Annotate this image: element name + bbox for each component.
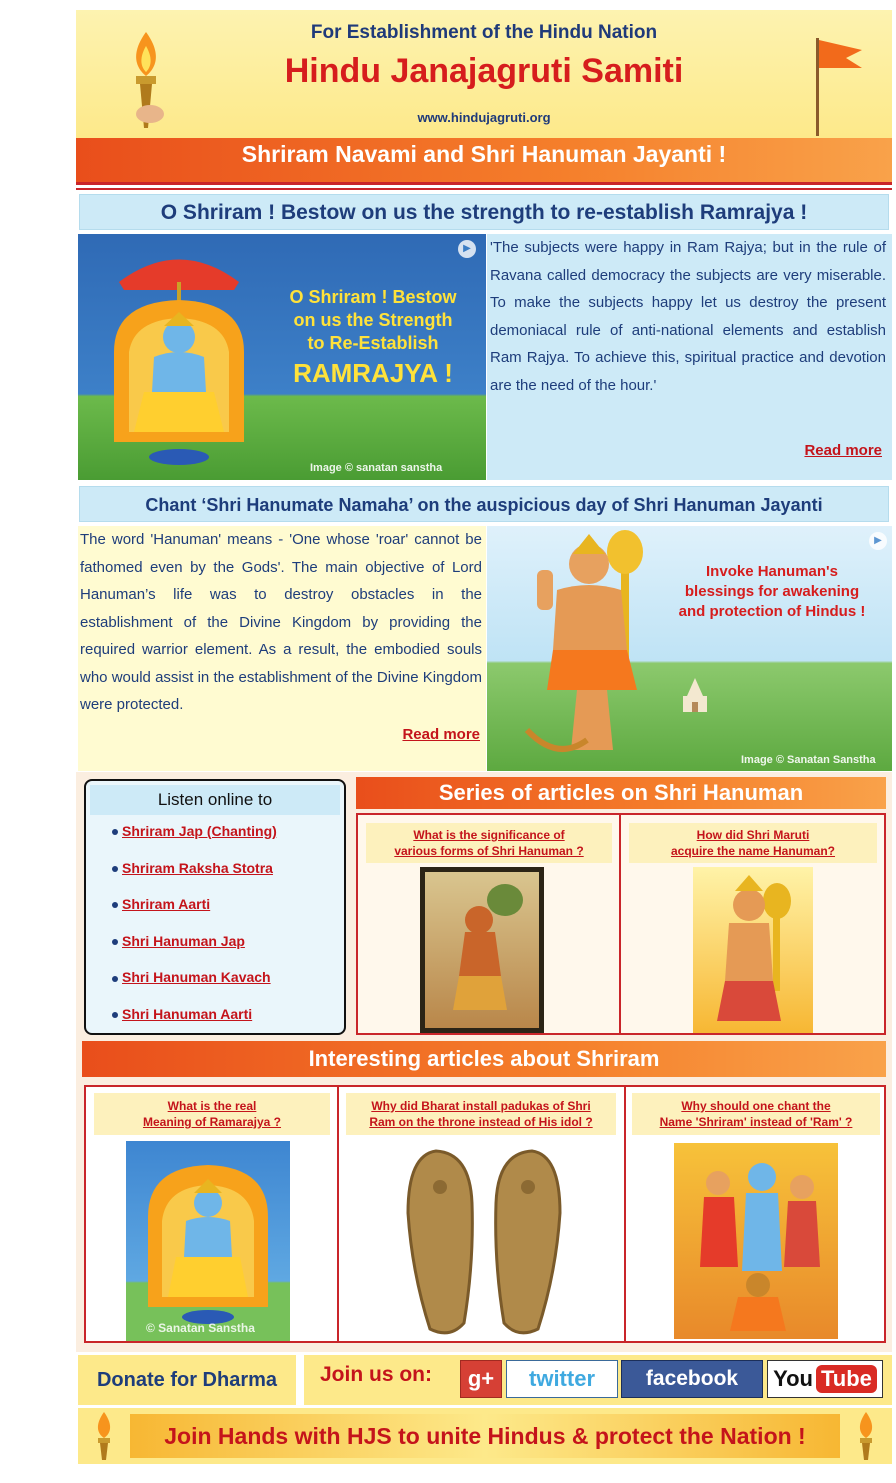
- article-card[interactable]: [92, 1091, 332, 1341]
- join-us-label: Join us on:: [320, 1363, 432, 1386]
- maruti-figure-icon: [703, 871, 803, 1029]
- list-item: [112, 1006, 277, 1043]
- hanuman-flying-icon: [435, 880, 529, 1020]
- interesting-heading: Interesting articles about Shriram: [82, 1041, 886, 1077]
- facebook-icon[interactable]: facebook: [621, 1360, 763, 1398]
- article-title[interactable]: [632, 1093, 880, 1135]
- image-caption-line: on us the Strength: [293, 310, 453, 330]
- googleplus-icon[interactable]: g+: [460, 1360, 502, 1398]
- page-title-banner: Shriram Navami and Shri Hanuman Jayanti !: [76, 138, 892, 182]
- listen-link[interactable]: Shri Hanuman Jap: [122, 932, 245, 949]
- listen-list: [112, 823, 277, 1043]
- play-icon[interactable]: ▶: [458, 240, 476, 258]
- shriram-image[interactable]: [78, 234, 486, 480]
- column-divider: [619, 815, 621, 1033]
- list-item: [112, 860, 277, 897]
- image-caption-line: Invoke Hanuman's: [706, 563, 838, 580]
- newsletter: [76, 10, 892, 1475]
- torch-icon: [82, 1410, 126, 1462]
- youtube-you-label: You: [773, 1366, 813, 1391]
- social-bar: [304, 1355, 892, 1405]
- divider: [76, 182, 892, 190]
- header-title: Hindu Janajagruti Samiti: [284, 52, 684, 90]
- join-hands-text[interactable]: Join Hands with HJS to unite Hindus & protect the Nation !: [130, 1414, 840, 1458]
- bullet-icon: [112, 976, 118, 982]
- image-caption-line: to Re-Establish: [307, 333, 439, 353]
- section2-heading: Chant ‘Shri Hanumate Namaha’ on the auspicious day of Shri Hanuman Jayanti: [79, 486, 889, 522]
- header-tagline: For Establishment of the Hindu Nation: [310, 22, 658, 43]
- image-credit: Image © sanatan sanstha: [310, 462, 443, 474]
- list-item: [112, 933, 277, 970]
- bullet-icon: [112, 902, 118, 908]
- listen-link[interactable]: Shri Hanuman Aarti: [122, 1005, 253, 1022]
- bullet-icon: [112, 866, 118, 872]
- image-credit: Image © Sanatan Sanstha: [741, 754, 876, 766]
- article-title-line[interactable]: Why should one chant the: [681, 1099, 831, 1113]
- shriram-figure-icon: [136, 1147, 280, 1331]
- article-title-line[interactable]: Ram on the throne instead of His idol ?: [369, 1115, 593, 1129]
- image-caption-line: and protection of Hindus !: [678, 603, 866, 620]
- article-title-line[interactable]: Name 'Shriram' instead of 'Ram' ?: [659, 1115, 853, 1129]
- header: [76, 10, 892, 138]
- article-title[interactable]: [366, 823, 612, 863]
- listen-link[interactable]: Shri Hanuman Kavach: [122, 969, 271, 986]
- padukas-image[interactable]: [390, 1143, 578, 1341]
- temple-icon: [675, 676, 715, 716]
- torch-icon: [844, 1410, 888, 1462]
- maruti-image[interactable]: [693, 867, 813, 1033]
- ram-darbar-image[interactable]: [674, 1143, 838, 1339]
- padukas-icon: [390, 1143, 578, 1341]
- listen-link[interactable]: Shriram Raksha Stotra: [122, 859, 273, 876]
- section2-text-panel: [78, 526, 486, 771]
- article-card[interactable]: [362, 817, 616, 1033]
- join-hands-banner: [78, 1408, 892, 1464]
- interesting-articles-box: [84, 1085, 886, 1343]
- listen-link[interactable]: Shriram Aarti: [122, 896, 211, 913]
- article-title[interactable]: [94, 1093, 330, 1135]
- header-url[interactable]: www.hindujagruti.org: [417, 110, 551, 125]
- hanuman-painting-image[interactable]: [420, 867, 544, 1033]
- image-caption-line: O Shriram ! Bestow: [289, 287, 457, 307]
- article-card[interactable]: [630, 1091, 882, 1341]
- play-icon[interactable]: ▶: [869, 532, 887, 550]
- section1-paragraph: 'The subjects were happy in Ram Rajya; but in the rule of Ravana called democracy the subjects are very miserable. To make the subjects happy let us destroy the present demoniacal rule of anti-national elements and establish Ram Rajya. To achieve this, spiritual practice and devotion are the need of the hour.': [490, 239, 886, 394]
- bullet-icon: [112, 939, 118, 945]
- section2-read-more-link[interactable]: Read more: [402, 726, 480, 743]
- bullet-icon: [112, 1012, 118, 1018]
- section2-paragraph: The word 'Hanuman' means - 'One whose 'roar' cannot be fathomed even by the Gods'. The main objective of Lord Hanuman’s life was to destroy obstacles in the establishment of the Divine Kingdom by providing the required warrior element. As a result, the embodied souls who would assist in the establishment of the Divine Kingdom were protected.: [80, 531, 482, 713]
- image-credit: © Sanatan Sanstha: [146, 1321, 255, 1335]
- section1-read-more-link[interactable]: Read more: [804, 442, 882, 459]
- donate-button[interactable]: Donate for Dharma: [78, 1355, 296, 1405]
- column-divider: [337, 1087, 339, 1341]
- image-caption-line: blessings for awakening: [684, 583, 860, 600]
- article-title-line[interactable]: What is the significance of: [413, 828, 565, 842]
- listen-heading: Listen online to: [90, 785, 340, 815]
- youtube-icon[interactable]: [767, 1360, 883, 1398]
- article-title-line[interactable]: various forms of Shri Hanuman ?: [394, 844, 584, 858]
- bullet-icon: [112, 829, 118, 835]
- article-title[interactable]: [629, 823, 877, 863]
- section1-heading: O Shriram ! Bestow on us the strength to re-establish Ramrajya !: [79, 194, 889, 230]
- youtube-tube-label: Tube: [816, 1365, 877, 1393]
- article-title-line[interactable]: Why did Bharat install padukas of Shri: [371, 1099, 591, 1113]
- listen-link[interactable]: Shriram Jap (Chanting): [122, 823, 277, 839]
- article-card[interactable]: [625, 817, 881, 1033]
- shriram-figure-icon: [94, 242, 264, 478]
- series-heading: Series of articles on Shri Hanuman: [356, 777, 886, 809]
- article-title-line[interactable]: acquire the name Hanuman?: [670, 844, 836, 858]
- article-card[interactable]: [344, 1091, 618, 1341]
- image-caption-highlight: RAMRAJYA !: [293, 358, 453, 388]
- saffron-flag-icon: [806, 28, 866, 138]
- article-title[interactable]: [346, 1093, 616, 1135]
- article-title-line[interactable]: What is the real: [167, 1099, 257, 1113]
- list-item: [112, 896, 277, 933]
- article-title-line[interactable]: How did Shri Maruti: [696, 828, 810, 842]
- hanuman-image[interactable]: [487, 526, 892, 771]
- series-articles-box: [356, 813, 886, 1035]
- listen-online-box: [84, 779, 346, 1035]
- ramarajya-image[interactable]: [126, 1141, 290, 1341]
- list-item: [112, 823, 277, 860]
- column-divider: [624, 1087, 626, 1341]
- article-title-line[interactable]: Meaning of Ramarajya ?: [142, 1115, 282, 1129]
- list-item: [112, 969, 277, 1006]
- ram-darbar-icon: [678, 1147, 834, 1335]
- twitter-icon[interactable]: twitter: [506, 1360, 618, 1398]
- section1-text-panel: [487, 234, 892, 480]
